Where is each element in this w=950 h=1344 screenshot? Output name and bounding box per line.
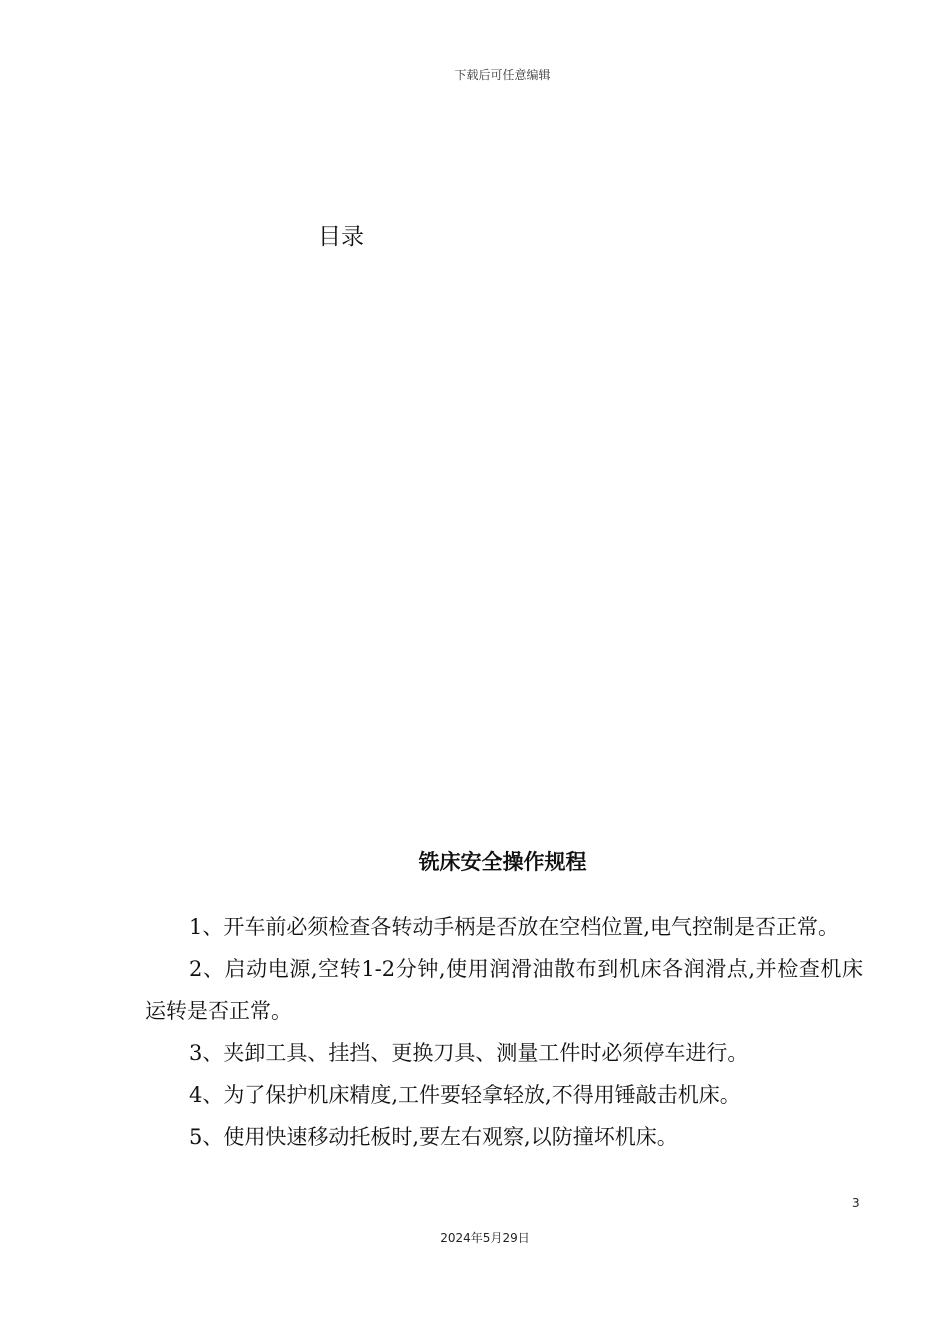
footer-date: 2024年5月29日 xyxy=(440,1231,530,1245)
rule-item-1: 1、开车前必须检查各转动手柄是否放在空档位置,电气控制是否正常。 xyxy=(189,915,840,939)
toc-title: 目录 xyxy=(318,224,364,250)
page-number: 3 xyxy=(852,1196,860,1210)
document-title: 铣床安全操作规程 xyxy=(418,850,587,874)
rule-item-2: 2、启动电源,空转1-2分钟,使用润滑油散布到机床各润滑点,并检查机床运转是否正常。 xyxy=(145,957,863,1023)
header-note: 下载后可任意编辑 xyxy=(454,68,551,82)
rule-item-3: 3、夹卸工具、挂挡、更换刀具、测量工件时必须停车进行。 xyxy=(189,1041,749,1065)
rule-item-5: 5、使用快速移动托板时,要左右观察,以防撞坏机床。 xyxy=(189,1125,678,1149)
rule-item-4: 4、为了保护机床精度,工件要轻拿轻放,不得用锤敲击机床。 xyxy=(189,1083,741,1107)
document-body xyxy=(145,906,863,1158)
